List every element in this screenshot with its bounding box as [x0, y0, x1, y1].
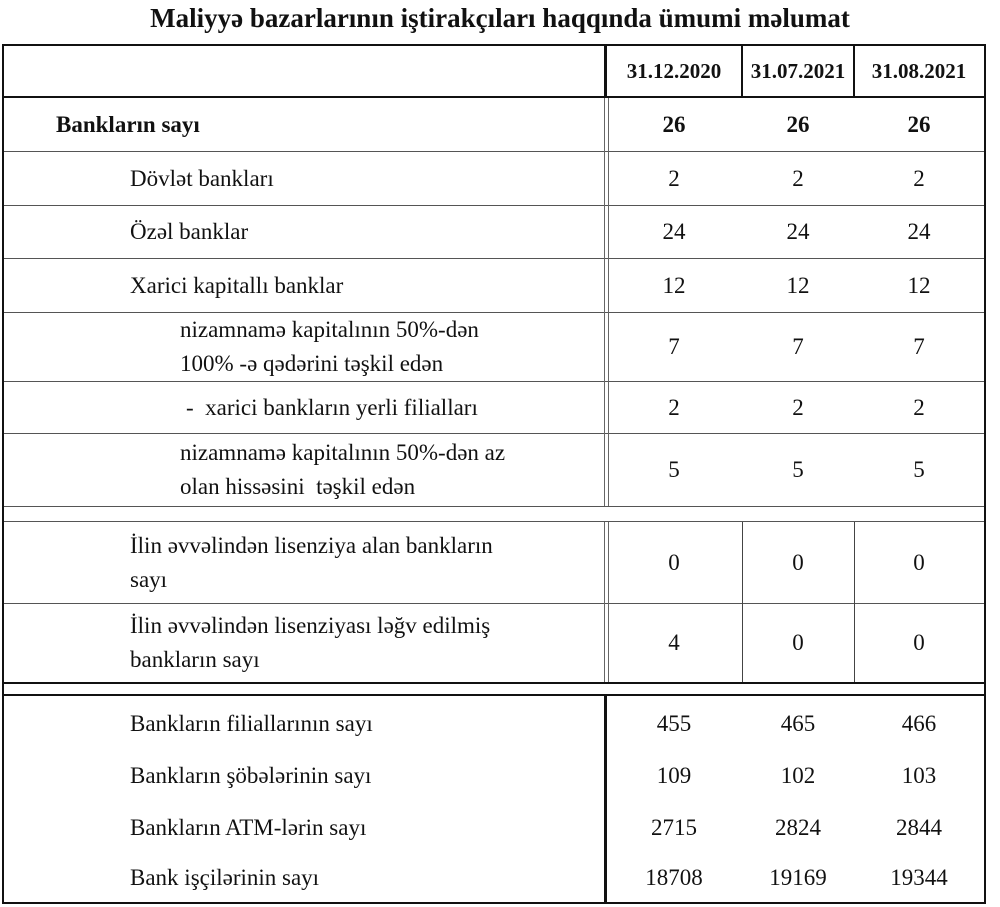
row-value: 12 [786, 272, 810, 298]
row-value: 19344 [890, 865, 948, 890]
table-row [4, 382, 984, 434]
table-row [4, 259, 984, 313]
row-value: 5 [668, 457, 680, 482]
column-header-2: 31.07.2021 [750, 58, 846, 83]
row-value: 2715 [651, 815, 697, 840]
row-value: 0 [913, 630, 925, 655]
row-label: Özəl banklar [130, 219, 249, 244]
row-label-line: nizamnamə kapitalının 50%-dən az [180, 440, 506, 465]
row-value: 12 [662, 272, 686, 298]
row-value: 18708 [645, 865, 703, 890]
section-separator [4, 506, 984, 522]
table-row [4, 802, 984, 854]
column-divider [854, 522, 855, 682]
column-divider [608, 98, 609, 506]
row-value: 2 [668, 394, 680, 420]
row-value: 0 [792, 549, 804, 575]
row-value: 24 [907, 219, 931, 244]
row-value: 7 [792, 334, 804, 359]
row-label: Bankların filiallarının sayı [130, 711, 373, 736]
row-label: Bankların sayı [56, 111, 200, 137]
column-divider [604, 696, 607, 902]
row-value: 5 [913, 457, 925, 482]
column-divider [604, 46, 607, 98]
column-divider [604, 522, 605, 682]
row-value: 465 [780, 711, 816, 736]
row-label-line: olan hissəsini təşkil edən [180, 474, 416, 499]
table-row [4, 750, 984, 802]
row-label-line: İlin əvvəlindən lisenziyası ləğv edilmiş [130, 613, 491, 638]
row-value: 455 [656, 711, 692, 736]
column-divider [853, 46, 855, 98]
table-header-row [4, 46, 984, 98]
row-value: 103 [901, 763, 937, 788]
row-value: 26 [662, 111, 686, 137]
table-row [4, 698, 984, 750]
row-value: 7 [913, 334, 925, 359]
row-value: 2 [792, 394, 804, 420]
table-row [4, 604, 984, 682]
table-row [4, 152, 984, 206]
table-row [4, 206, 984, 259]
row-value: 24 [786, 219, 810, 244]
row-label: Dövlət bankları [130, 165, 274, 191]
section-separator [4, 682, 984, 696]
row-value: 2 [668, 165, 680, 191]
column-header-1: 31.12.2020 [626, 58, 722, 83]
row-label [4, 313, 604, 381]
row-label: Xarici kapitallı banklar [130, 272, 344, 298]
row-label [4, 522, 604, 603]
row-label [4, 604, 604, 682]
row-label: - xarici bankların yerli filialları [186, 394, 478, 420]
data-table [2, 44, 986, 904]
row-value: 5 [792, 457, 804, 482]
row-value: 0 [668, 549, 680, 575]
row-value: 19169 [769, 865, 827, 890]
row-value: 102 [780, 763, 816, 788]
page-title: Maliyyə bazarlarının iştirakçıları haqqında ümumi məlumat [150, 3, 850, 33]
column-divider [608, 522, 609, 682]
row-value: 26 [907, 111, 931, 137]
table-row [4, 313, 984, 382]
row-value: 0 [913, 549, 925, 575]
row-value: 2 [913, 165, 925, 191]
row-value: 7 [668, 334, 680, 359]
row-value: 2844 [896, 815, 942, 840]
row-value: 109 [656, 763, 692, 788]
column-divider [742, 522, 743, 682]
column-header-3: 31.08.2021 [871, 58, 967, 83]
row-label-line: sayı [130, 566, 168, 592]
table-row [4, 434, 984, 506]
table-row [4, 522, 984, 604]
row-label: Bankların şöbələrinin sayı [130, 763, 372, 788]
column-divider [741, 46, 743, 98]
row-label [4, 434, 604, 506]
row-label-line: İlin əvvəlindən lisenziya alan bankların [130, 532, 493, 558]
row-label-line: nizamnamə kapitalının 50%-dən [180, 317, 479, 342]
row-value: 12 [907, 272, 931, 298]
column-divider [604, 98, 605, 506]
row-value: 2824 [775, 815, 821, 840]
row-label: Bankların ATM-lərin sayı [130, 815, 367, 840]
table-row [4, 98, 984, 152]
row-label-line: bankların sayı [130, 647, 260, 672]
row-value: 466 [901, 711, 937, 736]
row-value: 2 [792, 165, 804, 191]
row-value: 2 [913, 394, 925, 420]
row-label: Bank işçilərinin sayı [130, 865, 320, 890]
table-row [4, 854, 984, 902]
row-value: 4 [668, 630, 680, 655]
row-value: 26 [786, 111, 810, 137]
row-value: 24 [662, 219, 686, 244]
row-label-line: 100% -ə qədərini təşkil edən [180, 351, 444, 376]
row-value: 0 [792, 630, 804, 655]
